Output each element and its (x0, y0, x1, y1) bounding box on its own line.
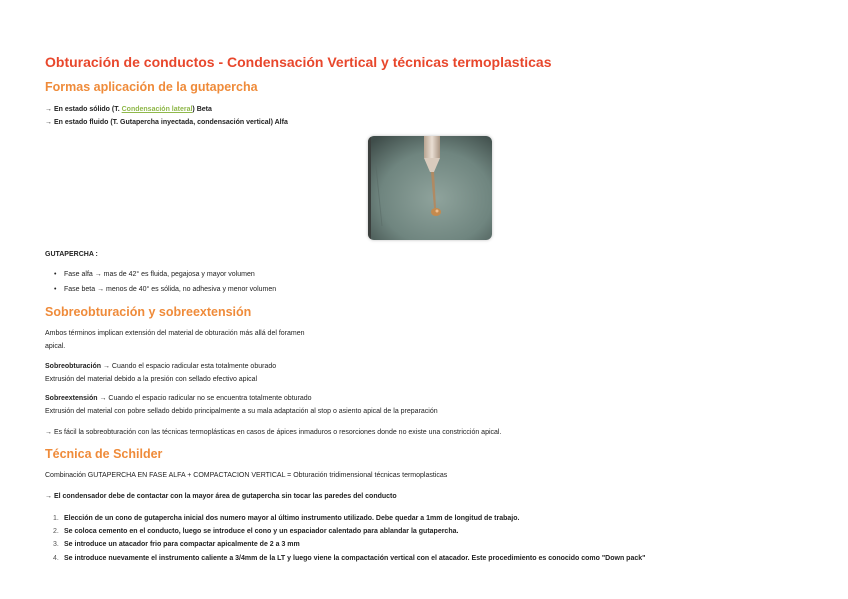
step-3: Se introduce un atacador frio para compactar apicalmente de 2 a 3 mm (64, 541, 300, 548)
sobreextension-term: Sobreextensión (45, 395, 98, 402)
intro-line-1: Ambos términos implican extensión del material de obturación más allá del foramen (45, 330, 305, 337)
step-number: 4. (53, 555, 59, 562)
condensacion-lateral-link[interactable]: Condensación lateral (121, 106, 193, 113)
heading-sobreobturacion: Sobreobturación y sobreextensión (45, 305, 252, 319)
page-title: Obturación de conductos - Condensación Vertical y técnicas termoplasticas (45, 54, 552, 70)
gutapercha-photo (368, 136, 492, 240)
bullet-dot: • (54, 271, 57, 278)
condensador-line: → El condensador debe de contactar con la mayor área de gutapercha sin tocar las paredes del conducto (45, 493, 397, 500)
sobreextension-def: → Cuando el espacio radicular no se encuentra totalmente obturado (97, 395, 312, 402)
step-1: Elección de un cono de gutapercha inicial dos numero mayor al último instrumento utilizado. Debe quedar a 1mm de longitud de trabajo. (64, 515, 520, 522)
step-number: 2. (53, 528, 59, 535)
sobreobturacion-line-2: Extrusión del material debido a la presión con sellado efectivo apical (45, 376, 258, 383)
step-4: Se introduce nuevamente el instrumento caliente a 3/4mm de la LT y luego viene la compactación vertical con el atacador. Este procedimiento es conocido como "Down pack" (64, 555, 646, 562)
gutapercha-label: GUTAPERCHA : (45, 251, 98, 258)
bullet-dot: • (54, 286, 57, 293)
step-number: 3. (53, 541, 59, 548)
estado-solido-prefix: → En estado sólido (T. (45, 106, 122, 113)
bullet-fase-alfa: Fase alfa → mas de 42° es fluida, pegajosa y mayor volumen (64, 271, 255, 278)
heading-formas-aplicacion: Formas aplicación de la gutapercha (45, 80, 258, 94)
heading-schilder: Técnica de Schilder (45, 447, 163, 461)
termoplasticas-note: → Es fácil la sobreobturación con las técnicas termoplásticas en casos de ápices inmaduros o resorciones donde no existe una constricción apical. (45, 429, 502, 436)
step-2: Se coloca cemento en el conducto, luego se introduce el cono y un espaciador calentado para ablandar la gutapercha. (64, 528, 459, 535)
combination-line: Combinación GUTAPERCHA EN FASE ALFA + COMPACTACION VERTICAL = Obturación tridimensional técnicas termoplasticas (45, 472, 448, 479)
step-number: 1. (53, 515, 59, 522)
estado-solido-line (45, 105, 212, 114)
intro-line-2: apical. (45, 343, 66, 350)
sobreobturacion-definition (45, 362, 276, 371)
sobreobturacion-term: Sobreobturación (45, 363, 102, 370)
bullet-fase-beta: Fase beta → menos de 40° es sólida, no adhesiva y menor volumen (64, 286, 277, 293)
gutapercha-photo-image (368, 136, 492, 240)
sobreextension-line-2: Extrusión del material con pobre sellado debido principalmente a su mala adaptación al stop o asiento apical de la preparación (45, 408, 438, 415)
estado-solido-suffix: ) Beta (192, 106, 212, 113)
sobreobturacion-def: → Cuando el espacio radicular esta totalmente oburado (101, 363, 277, 370)
estado-fluido-line: → En estado fluido (T. Gutapercha inyectada, condensación vertical) Alfa (45, 119, 288, 126)
sobreextension-definition (45, 394, 312, 403)
